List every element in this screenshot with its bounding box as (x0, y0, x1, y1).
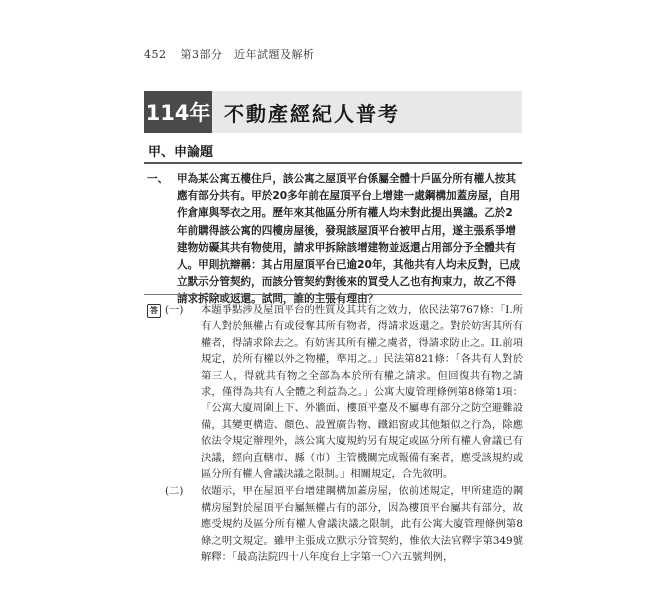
running-header (144, 46, 315, 62)
running-title: 第3部分 近年試題及解析 (180, 48, 315, 61)
answer-paragraph-text: 本題爭點涉及屋頂平台的性質及其共有之效力，依民法第767條：「I.所有人對於無權占有或侵奪其所有物者，得請求返還之。對於妨害其所有權者，得請求除去之。有妨害其所有權之虞者，得請求防止之。II.前項規定，於所有權以外之物權，準用之。」民法第821條：「各共有人對於第三人，得就共有物之全部為本於所有權之請求。但回復共有物之請求，僅得為共有人全體之利益為之。」公寓大廈管理條例第8條第1項：「公寓大廈周圍上下、外牆面、樓頂平臺及不屬專有部分之防空避難設備，其變更構造、顏色、設置廣告物、鐵鋁窗或其他類似之行為，除應依法令規定辦理外，該公寓大廈規約另有規定或區分所有權人會議已有決議，經向直轄市、縣（市）主管機關完成報備有案者，應受該規約或區分所有權人會議決議之限制。」相關規定，合先敘明。 (201, 304, 523, 481)
exam-title: 不動產經紀人普考 (212, 91, 522, 133)
section-divider (144, 162, 522, 164)
year-badge: 114年 (144, 91, 212, 133)
question-text: 甲為某公寓五樓住戶，該公寓之屋頂平台係屬全體十戶區分所有權人按其應有部分共有。甲於20多年前在屋頂平台上增建一處鋼構加蓋房屋，自用作倉庫與琴衣之用。歷年來其他區分所有權人均未對此提出異議。乙於2年前購得該公寓的四樓房屋後，發現該屋頂平台被甲占用，遂主張系爭增建物妨礙其共有物使用，請求甲拆除該增建物並返還占用部分予全體共有人。甲則抗辯稱：其占用屋頂平台已逾20年，其他共有人均未反對，已成立默示分管契約，而該分管契約對後來的買受人乙也有拘束力，故乙不得請求拆除或返還。試問，誰的主張有理由？ (177, 173, 521, 306)
question-number: 一、 (147, 173, 169, 185)
answer-block (147, 302, 523, 566)
answer-badge-icon: 答 (147, 304, 161, 318)
answer-paragraph-number: (二) (165, 485, 184, 498)
exam-title-bar (144, 91, 522, 133)
answer-paragraph-text: 依題示，甲在屋頂平台增建鋼構加蓋房屋，依前述規定，甲所建造的鋼構房屋對於屋頂平台屬無權占有的部分，因為樓頂平台屬共有部分，故應受規約及區分所有權人會議決議之限制，此有公寓大廈管理條例第8條之明文規定。雖甲主張成立默示分管契約，惟依大法官釋字第349號解釋：「最高法院四十八年度台上字第一〇六五號判例， (201, 485, 523, 564)
page-number: 452 (144, 48, 167, 61)
answer-paragraph-number: (一) (165, 304, 184, 316)
question-block (147, 171, 523, 309)
question-divider (144, 294, 522, 295)
section-heading: 甲、申論題 (148, 145, 214, 160)
